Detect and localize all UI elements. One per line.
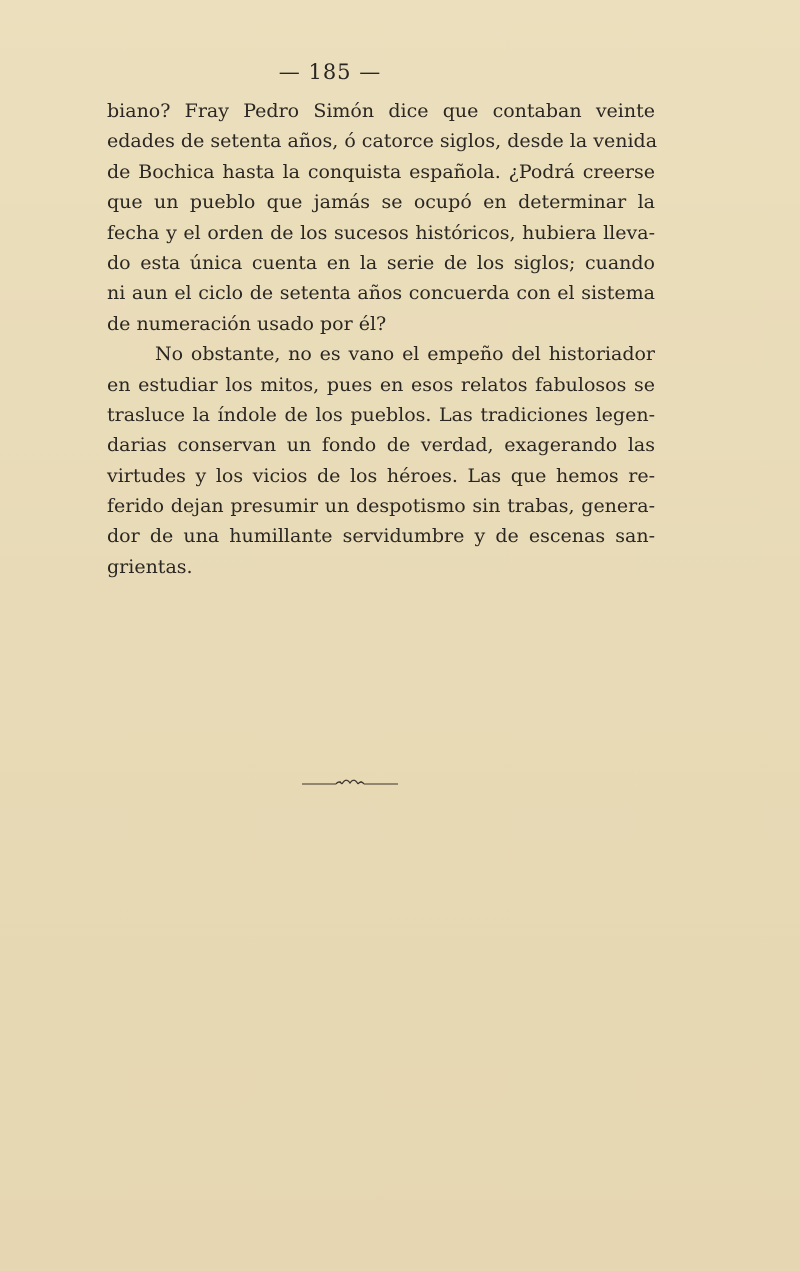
- body-text: [107, 96, 658, 582]
- text-line: edades de setenta años, ó catorce siglos, desde la venida: [107, 130, 658, 153]
- text-line: grientas.: [107, 555, 193, 578]
- text-line: de numeración usado por él?: [107, 312, 387, 335]
- text-line: ni aun el ciclo de setenta años concuerda con el sistema: [107, 282, 655, 305]
- text-line: de Bochica hasta la conquista española. ¿Podrá creerse: [107, 160, 655, 183]
- text-line: biano? Fray Pedro Simón dice que contaban veinte: [107, 100, 655, 122]
- text-line: trasluce la índole de los pueblos. Las tradiciones legen-: [107, 403, 655, 426]
- text-line: en estudiar los mitos, pues en esos relatos fabulosos se: [107, 373, 655, 396]
- ornament-divider-icon: [300, 775, 400, 789]
- text-line: do esta única cuenta en la serie de los siglos; cuando: [107, 251, 655, 274]
- text-line: ferido dejan presumir un despotismo sin trabas, genera-: [107, 495, 655, 518]
- page-number: — 185 —: [278, 60, 382, 84]
- text-line: virtudes y los vicios de los héroes. Las que hemos re-: [107, 464, 655, 487]
- text-line: fecha y el orden de los sucesos históricos, hubiera lleva-: [107, 221, 655, 244]
- text-line: dor de una humillante servidumbre y de escenas san-: [107, 525, 655, 548]
- paragraph-start-line: No obstante, no es vano el empeño del historiador: [155, 343, 655, 366]
- text-line: que un pueblo que jamás se ocupó en determinar la: [107, 191, 655, 214]
- text-line: darias conservan un fondo de verdad, exagerando las: [107, 434, 655, 457]
